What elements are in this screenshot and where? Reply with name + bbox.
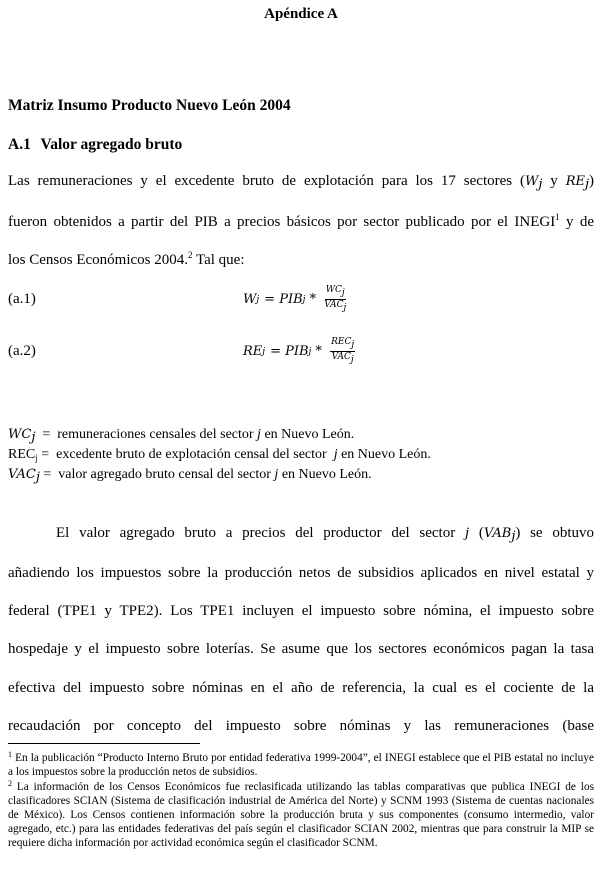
eq-sub: j <box>308 346 312 357</box>
definition-rec <box>8 447 431 463</box>
def-text: en Nuevo León. <box>278 467 372 482</box>
equation-label-a2: (a.2) <box>8 343 36 359</box>
paragraph1-line3 <box>8 250 594 269</box>
def-symbol: VAC <box>8 467 36 482</box>
def-text: en Nuevo León. <box>260 427 355 442</box>
eq-op: * <box>305 292 321 307</box>
fraction-denominator: $VAC_j$ <box>331 352 354 365</box>
def-eq: = <box>35 427 58 442</box>
eq-sub: j <box>256 294 260 305</box>
paragraph2-line2: añadiendo los impuestos sobre la producción netos de subsidios aplicados en nivel estatal y <box>8 565 594 581</box>
paragraph1-line1 <box>8 173 594 192</box>
footnote-text: En la publicación “Producto Interno Bruto por entidad federativa 1999-2004”, el INEGI establece que el PIB estatal no incluye a los impuestos sobre la producción netos de subsidios. <box>8 752 594 778</box>
fraction-numerator: $REC_j$ <box>331 337 355 350</box>
footnote-text: La información de los Censos Económicos fue reclasificada utilizando las tablas comparativas que publica INEGI de los clasificadores SCIAN (Sistema de clasificación industrial de América del Norte) y SCNM 1993 (Sistema de cuentas nacionales de México). Los Censos contienen información sobre la producción bruta y sus componentes (consumo intermedio, valor agregado, etc.) para las entidades federativas del país según el clasificador SCIAN 2002, mientras que para construir la MIP se requiere dicha información por actividad económica según el clasificador SCNM. <box>8 781 594 849</box>
paragraph2-line5: efectiva del impuesto sobre nóminas en el año de referencia, la cual es el cociente de la <box>8 680 594 696</box>
text: y de <box>559 214 594 230</box>
footnote-mark: 1 <box>8 750 12 759</box>
text: ) <box>589 173 594 189</box>
def-var: j <box>333 447 338 462</box>
def-text: remuneraciones censales del sector <box>57 427 258 442</box>
paragraph2-line6: recaudación por concepto del impuesto sobre nóminas y las remuneraciones (base <box>8 718 594 734</box>
def-text: excedente bruto de explotación censal del sector <box>56 447 334 462</box>
def-sub: j <box>35 453 38 463</box>
eq-rhs: = PIB <box>270 344 309 359</box>
text: los Censos Económicos 2004. <box>8 252 188 268</box>
subsection-title: Valor agregado bruto <box>40 136 183 153</box>
text: Tal que: <box>192 252 245 268</box>
footnote-2 <box>8 777 594 850</box>
fraction-denominator: $VAC_j$ <box>324 300 347 313</box>
eq-lhs: RE <box>243 344 263 359</box>
footnote-ref-2[interactable]: 2 <box>188 250 193 260</box>
def-eq: = <box>37 447 57 462</box>
math-w: W <box>525 174 539 189</box>
eq-lhs: W <box>243 292 257 307</box>
eq-fraction <box>330 337 355 366</box>
eq-sub: j <box>262 346 266 357</box>
footnote-separator <box>8 743 200 744</box>
text: fueron obtenidos a partir del PIB a precios básicos por sector publicado por el INEGI <box>8 214 556 230</box>
def-symbol: REC <box>8 447 36 462</box>
equation-a2 <box>243 337 355 366</box>
definition-vac <box>8 467 372 485</box>
paragraph2-line1 <box>56 525 594 544</box>
appendix-title: Apéndice A <box>264 6 338 22</box>
text: Las remuneraciones y el excedente bruto de explotación para los 17 sectores ( <box>8 173 525 189</box>
def-eq: = <box>39 467 59 482</box>
subscript-j: j <box>584 177 589 192</box>
math-vab: VAB <box>483 526 512 541</box>
math-re: RE <box>565 174 585 189</box>
text: ) se obtuvo <box>515 525 594 541</box>
paragraph2-line4: hospedaje y el impuesto sobre loterías. Se asume que los sectores económicos pagan la tasa <box>8 641 594 657</box>
eq-sub: j <box>302 294 306 305</box>
footnote-ref-1[interactable]: 1 <box>555 212 560 222</box>
def-text: valor agregado bruto censal del sector <box>58 467 275 482</box>
eq-op: * <box>311 344 327 359</box>
math-var: j <box>464 525 470 541</box>
equation-a1 <box>243 285 346 314</box>
fraction-numerator: $WC_j$ <box>325 285 345 298</box>
paragraph1-line2 <box>8 212 594 231</box>
def-text: en Nuevo León. <box>337 447 431 462</box>
def-sub: j <box>31 430 36 445</box>
eq-fraction <box>324 285 346 314</box>
subscript-j: j <box>538 177 543 192</box>
footnote-mark: 2 <box>8 779 12 788</box>
def-var: j <box>257 427 261 442</box>
def-symbol: WC <box>8 427 32 442</box>
subsection-heading <box>8 136 182 154</box>
equation-label-a1: (a.1) <box>8 291 36 307</box>
subscript-j: j <box>511 529 516 544</box>
definition-wc <box>8 427 354 445</box>
text: El valor agregado bruto a precios del productor del sector <box>56 525 465 541</box>
section-title: Matriz Insumo Producto Nuevo León 2004 <box>8 97 291 114</box>
paragraph2-line3: federal (TPE1 y TPE2). Los TPE1 incluyen el impuesto sobre nómina, el impuesto sobre <box>8 603 594 619</box>
def-sub: j <box>35 470 40 485</box>
def-var: j <box>274 467 279 482</box>
subsection-number: A.1 <box>8 136 31 153</box>
footnote-1 <box>8 748 594 779</box>
text: y <box>542 173 566 189</box>
text: ( <box>469 525 484 541</box>
eq-rhs: = PIB <box>264 292 303 307</box>
